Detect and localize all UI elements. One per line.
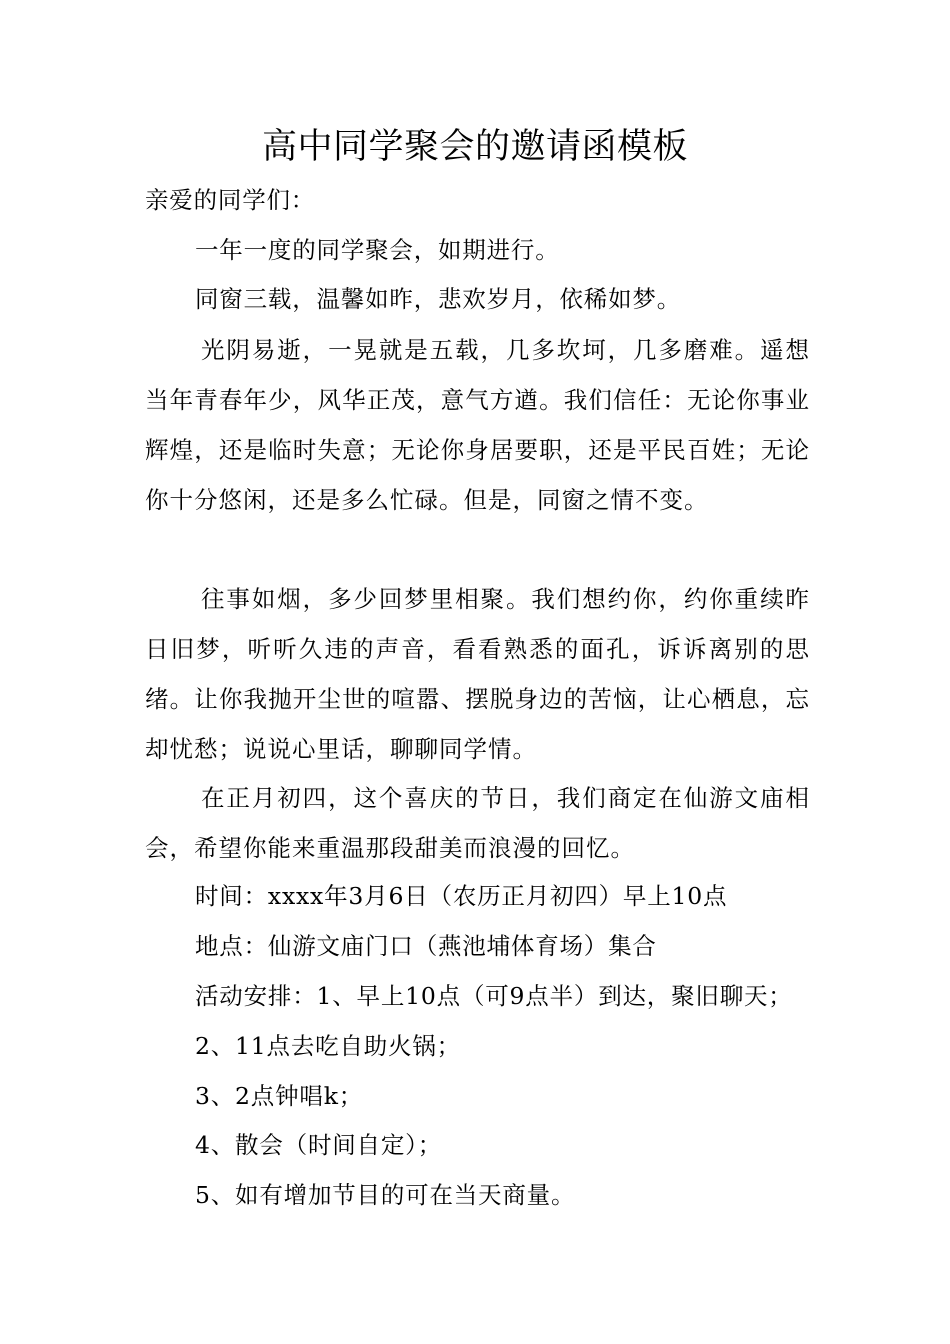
paragraph-meeting: 在正月初四，这个喜庆的节日，我们商定在仙游文庙相会，希望你能来重温那段甜美而浪漫的回忆。 xyxy=(145,784,810,862)
event-time: 时间：xxxx年3月6日（农历正月初四）早上10点 xyxy=(195,882,728,910)
event-place: 地点：仙游文庙门口（燕池埔体育场）集合 xyxy=(195,932,657,960)
schedule-item: 5、如有增加节目的可在当天商量。 xyxy=(195,1181,576,1209)
schedule-item: 活动安排：1、早上10点（可9点半）到达，聚旧聊天； xyxy=(195,982,793,1010)
intro-line-2: 同窗三载，温馨如昨，悲欢岁月，依稀如梦。 xyxy=(195,285,681,313)
intro-line-1: 一年一度的同学聚会，如期进行。 xyxy=(195,236,560,264)
schedule-item: 2、11点去吃自助火锅； xyxy=(195,1032,461,1060)
paragraph-memories: 光阴易逝，一晃就是五载，几多坎坷，几多磨难。遥想当年青春年少，风华正茂，意气方遒。我们信任：无论你事业辉煌，还是临时失意；无论你身居要职，还是平民百姓；无论你十分悠闲，还是多么忙碌。但是，同窗之情不变。 xyxy=(145,336,810,514)
document-title: 高中同学聚会的邀请函模板 xyxy=(261,127,688,167)
greeting: 亲爱的同学们： xyxy=(145,186,316,214)
schedule-item: 3、2点钟唱k； xyxy=(195,1082,364,1110)
schedule-item: 4、散会（时间自定）； xyxy=(195,1131,443,1159)
paragraph-invitation: 往事如烟，多少回梦里相聚。我们想约你，约你重续昨日旧梦，听听久违的声音，看看熟悉的面孔，诉诉离别的思绪。让你我抛开尘世的喧嚣、摆脱身边的苦恼，让心栖息，忘却忧愁；说说心里话，聊聊同学情。 xyxy=(145,585,810,763)
